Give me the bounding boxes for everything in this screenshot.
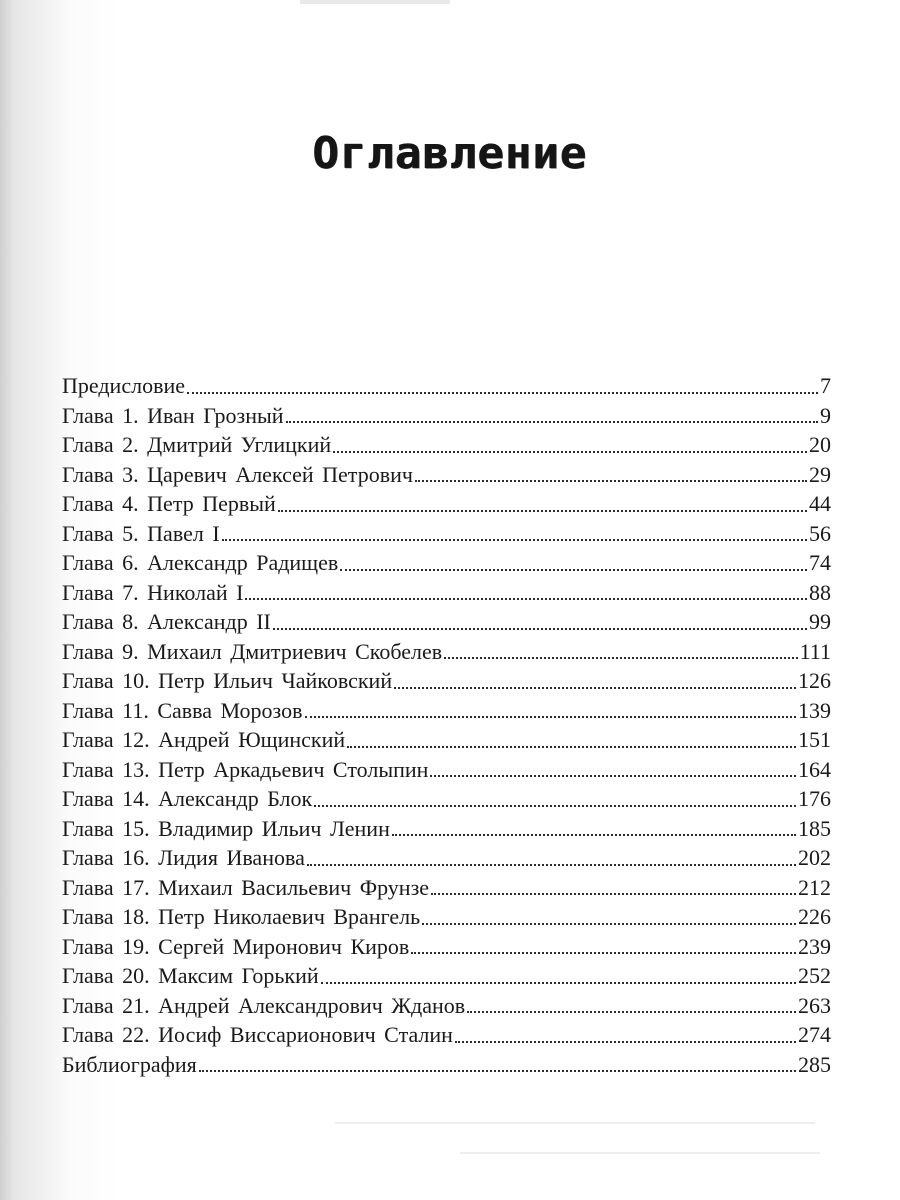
toc-entry-page-number: 151 (798, 727, 831, 752)
toc-entry (62, 991, 831, 1021)
toc-entry (62, 460, 831, 490)
dot-leader (307, 863, 796, 866)
toc-entry-title: Глава 1. Иван Грозный (62, 402, 284, 428)
toc-entry-title: Глава 16. Лидия Иванова (62, 845, 305, 870)
toc-entry (62, 578, 831, 608)
toc-entry-page-number: 29 (809, 461, 831, 487)
dot-leader (278, 509, 807, 512)
toc-entry-page-number: 7 (820, 373, 831, 398)
toc-entry-page-number: 126 (798, 668, 831, 693)
toc-entry-page-number: 111 (799, 638, 831, 664)
dot-leader (422, 922, 796, 925)
toc-entry (62, 873, 831, 903)
toc-entry-title: Глава 4. Петр Первый (62, 491, 276, 516)
toc-entry-page-number: 56 (809, 520, 831, 546)
dot-leader (415, 479, 807, 482)
toc-entry-title: Глава 19. Сергей Миронович Киров (62, 933, 410, 959)
toc-entry-page-number: 164 (798, 756, 831, 782)
bleed-through-line (335, 1122, 815, 1124)
dot-leader (286, 420, 818, 423)
toc-entry-page-number: 20 (809, 432, 831, 457)
toc-entry (62, 814, 831, 844)
toc-entry (62, 902, 831, 932)
toc-entry-title: Глава 8. Александр II (62, 609, 271, 634)
dot-leader (411, 951, 796, 954)
toc-entry-title: Глава 6. Александр Радищев (62, 550, 339, 575)
toc-entry-page-number: 99 (809, 609, 831, 634)
dot-leader (392, 833, 796, 836)
toc-entry-title: Глава 7. Николай I (62, 579, 244, 605)
toc-entry-title: Предисловие (62, 373, 185, 398)
dot-leader (305, 715, 796, 718)
toc-entry-page-number: 202 (798, 845, 831, 870)
toc-entry-page-number: 74 (809, 550, 831, 575)
toc-entry (62, 666, 831, 696)
toc-entry-page-number: 285 (798, 1051, 831, 1077)
toc-entry (62, 1050, 831, 1080)
toc-entry-title: Глава 9. Михаил Дмитриевич Скобелев (62, 638, 443, 664)
toc-entry (62, 1020, 831, 1050)
dot-leader (273, 627, 807, 630)
toc-entry-title: Глава 10. Петр Ильич Чайковский (62, 668, 393, 693)
toc-entry-title: Глава 20. Максим Горький (62, 963, 319, 988)
dot-leader (430, 774, 796, 777)
toc-entry-title: Библиография (62, 1051, 197, 1077)
dot-leader (340, 568, 807, 571)
toc-entry-page-number: 176 (798, 786, 831, 811)
dot-leader (245, 597, 807, 600)
toc-entry (62, 961, 831, 991)
toc-entry-title: Глава 5. Павел I (62, 520, 220, 546)
toc-entry (62, 637, 831, 667)
toc-entry-title: Глава 18. Петр Николаевич Врангель (62, 904, 421, 929)
toc-entry (62, 607, 831, 637)
toc-entry (62, 755, 831, 785)
toc-entry (62, 519, 831, 549)
toc-entry (62, 430, 831, 460)
toc-entry (62, 489, 831, 519)
dot-leader (314, 804, 796, 807)
dot-leader (187, 391, 818, 394)
toc-entry-page-number: 263 (798, 992, 831, 1018)
toc-entry-page-number: 226 (798, 904, 831, 929)
bleed-through-line (460, 1152, 820, 1154)
dot-leader (444, 656, 798, 659)
toc-entry (62, 784, 831, 814)
dot-leader (222, 538, 807, 541)
toc-entry (62, 548, 831, 578)
page-edge-shadow (300, 0, 450, 4)
toc-entry (62, 725, 831, 755)
toc-entry (62, 932, 831, 962)
toc-entry-page-number: 185 (798, 815, 831, 841)
dot-leader (333, 450, 807, 453)
toc-entry-page-number: 274 (798, 1022, 831, 1047)
dot-leader (467, 1010, 796, 1013)
dot-leader (394, 686, 796, 689)
dot-leader (199, 1069, 796, 1072)
toc-entry-title: Глава 2. Дмитрий Углицкий (62, 432, 332, 457)
toc-entry-page-number: 252 (798, 963, 831, 988)
toc-entry-title: Глава 14. Александр Блок (62, 786, 313, 811)
toc-entry (62, 401, 831, 431)
toc-entry-title: Глава 3. Царевич Алексей Петрович (62, 461, 413, 487)
page-title: Оглавление (312, 128, 588, 179)
toc-entry-title: Глава 22. Иосиф Виссарионович Сталин (62, 1022, 453, 1047)
toc-entry-title: Глава 11. Савва Морозов (62, 697, 303, 723)
toc-entry-title: Глава 21. Андрей Александрович Жданов (62, 992, 466, 1018)
dot-leader (431, 892, 796, 895)
toc-entry-page-number: 88 (809, 579, 831, 605)
toc-entry (62, 843, 831, 873)
toc-entry-page-number: 9 (820, 402, 831, 428)
toc-entry-page-number: 239 (798, 933, 831, 959)
toc-entry-title: Глава 15. Владимир Ильич Ленин (62, 815, 390, 841)
dot-leader (347, 745, 796, 748)
toc-entry-page-number: 139 (798, 697, 831, 723)
toc-entry-page-number: 212 (798, 874, 831, 900)
dot-leader (455, 1040, 796, 1043)
dot-leader (321, 981, 796, 984)
toc-entry (62, 371, 831, 401)
toc-entry (62, 696, 831, 726)
table-of-contents (62, 371, 831, 1079)
toc-entry-title: Глава 17. Михаил Васильевич Фрунзе (62, 874, 430, 900)
toc-entry-title: Глава 12. Андрей Ющинский (62, 727, 346, 752)
toc-entry-title: Глава 13. Петр Аркадьевич Столыпин (62, 756, 429, 782)
toc-entry-page-number: 44 (809, 491, 831, 516)
